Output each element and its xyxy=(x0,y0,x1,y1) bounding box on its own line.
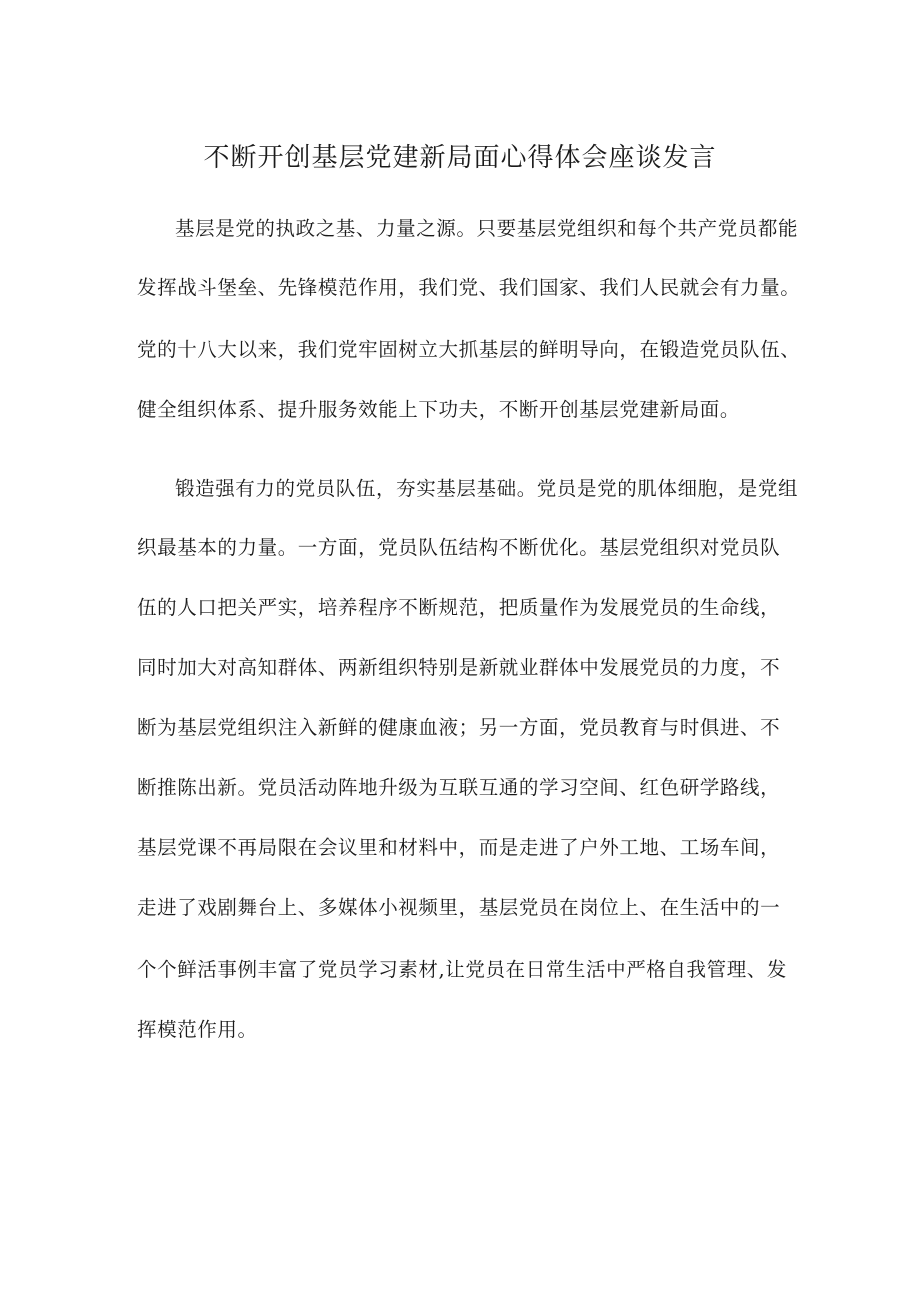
paragraph-line: 个个鲜活事例丰富了党员学习素材,让党员在日常生活中严格自我管理、发 xyxy=(137,958,787,981)
paragraph-line: 基层党课不再局限在会议里和材料中，而是走进了户外工地、工场车间， xyxy=(137,836,781,859)
paragraph-line: 锻造强有力的党员队伍，夯实基层基础。党员是党的肌体细胞，是党组 xyxy=(175,477,799,500)
paragraph-line: 同时加大对高知群体、两新组织特别是新就业群体中发展党员的力度，不 xyxy=(137,656,781,679)
paragraph-line: 基层是党的执政之基、力量之源。只要基层党组织和每个共产党员都能 xyxy=(175,217,799,240)
paragraph-line: 挥模范作用。 xyxy=(137,1018,258,1041)
paragraph-line: 发挥战斗堡垒、先锋模范作用，我们党、我们国家、我们人民就会有力量。 xyxy=(137,276,801,299)
paragraph-line: 走进了戏剧舞台上、多媒体小视频里，基层党员在岗位上、在生活中的一 xyxy=(137,896,781,919)
paragraph-line: 党的十八大以来，我们党牢固树立大抓基层的鲜明导向，在锻造党员队伍、 xyxy=(137,338,801,361)
paragraph-line: 织最基本的力量。一方面，党员队伍结构不断优化。基层党组织对党员队 xyxy=(137,536,781,559)
paragraph-line: 断为基层党组织注入新鲜的健康血液；另一方面，党员教育与时俱进、不 xyxy=(137,716,781,739)
paragraph-line: 断推陈出新。党员活动阵地升级为互联互通的学习空间、红色研学路线， xyxy=(137,776,781,799)
document-title: 不断开创基层党建新局面心得体会座谈发言 xyxy=(203,143,717,173)
paragraph-line: 健全组织体系、提升服务效能上下功夫，不断开创基层党建新局面。 xyxy=(137,398,741,421)
paragraph-line: 伍的人口把关严实，培养程序不断规范，把质量作为发展党员的生命线， xyxy=(137,596,781,619)
